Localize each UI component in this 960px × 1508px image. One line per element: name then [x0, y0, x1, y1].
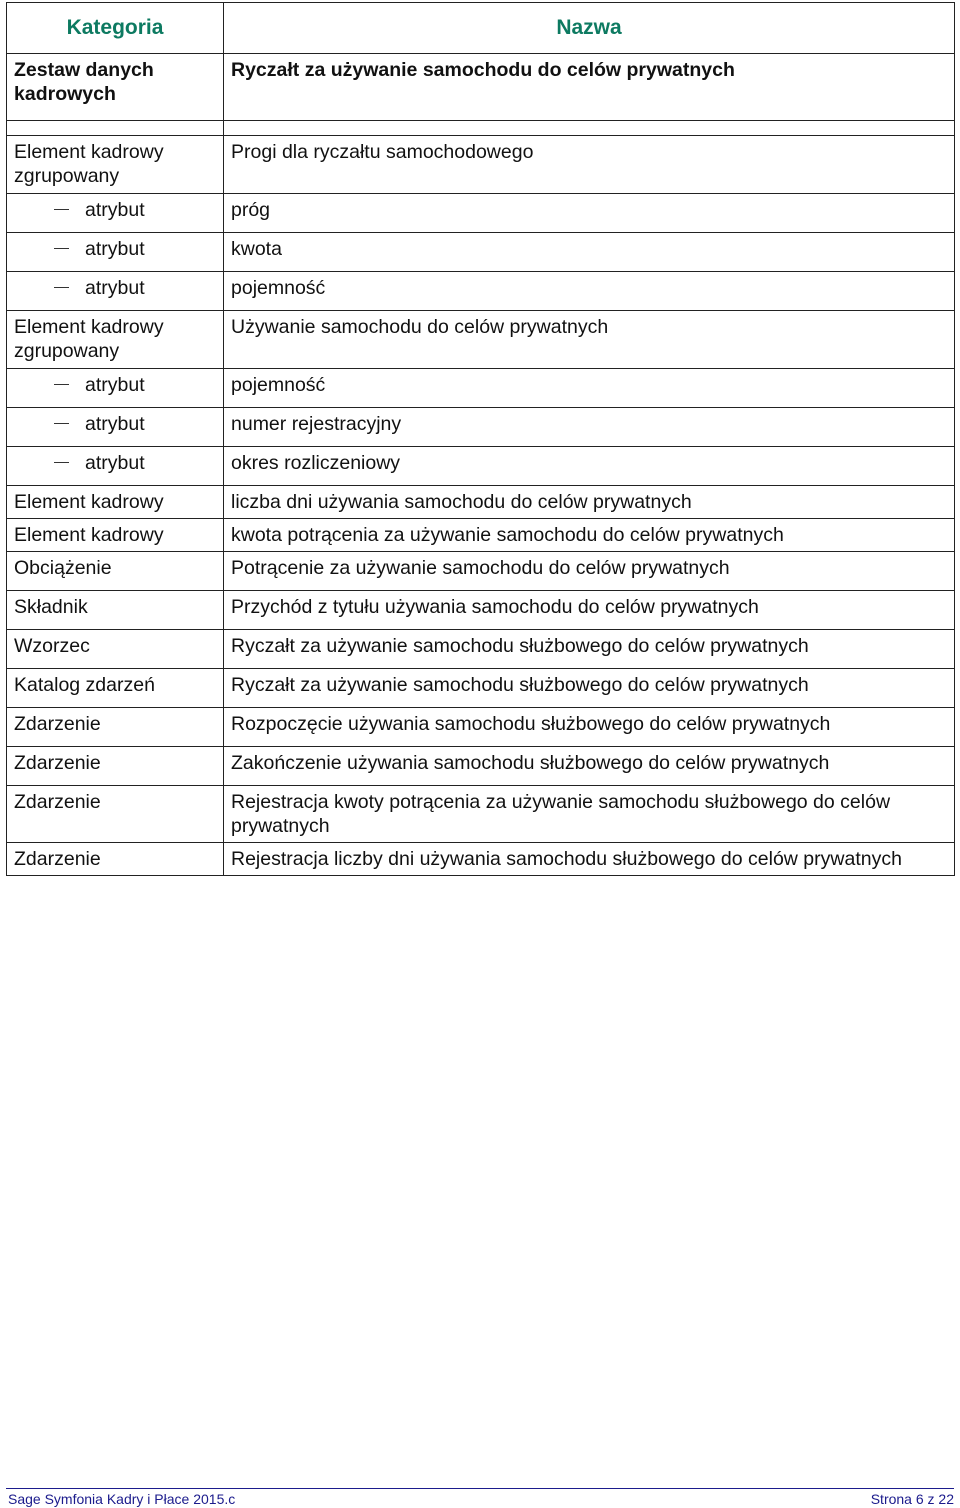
name-cell: Potrącenie za używanie samochodu do celów prywatnych [224, 552, 955, 591]
table-row [7, 519, 955, 552]
category-cell: Element kadrowy zgrupowany [7, 311, 224, 369]
table-row [7, 786, 955, 843]
spacer-row [7, 121, 955, 136]
dash-icon [54, 209, 69, 210]
name-cell: Progi dla ryczałtu samochodowego [224, 136, 955, 194]
footer-page-number: Strona 6 z 22 [870, 1491, 954, 1507]
table-row [7, 447, 955, 486]
table-row [7, 747, 955, 786]
category-cell: Katalog zdarzeń [7, 669, 224, 708]
category-cell: atrybut [7, 272, 224, 311]
table-row [7, 54, 955, 121]
category-cell: Zestaw danych kadrowych [7, 54, 224, 121]
category-cell: atrybut [7, 369, 224, 408]
name-cell: pojemność [224, 369, 955, 408]
table-row [7, 369, 955, 408]
table-header-row [7, 3, 955, 54]
name-column-header: Nazwa [224, 3, 955, 54]
footer-product-label: Sage Symfonia Kadry i Płace 2015.c [8, 1491, 236, 1507]
category-cell: Element kadrowy [7, 519, 224, 552]
table-row [7, 630, 955, 669]
category-cell: Zdarzenie [7, 843, 224, 876]
category-cell: Element kadrowy zgrupowany [7, 136, 224, 194]
table-row [7, 233, 955, 272]
name-cell: liczba dni używania samochodu do celów prywatnych [224, 486, 955, 519]
table-row [7, 311, 955, 369]
category-cell: Zdarzenie [7, 708, 224, 747]
dash-icon [54, 248, 69, 249]
table-row [7, 408, 955, 447]
page-footer [6, 1488, 954, 1507]
table-row [7, 843, 955, 876]
name-cell: Rejestracja liczby dni używania samochodu służbowego do celów prywatnych [224, 843, 955, 876]
name-cell: kwota [224, 233, 955, 272]
category-column-header: Kategoria [7, 3, 224, 54]
name-cell: okres rozliczeniowy [224, 447, 955, 486]
table-row [7, 708, 955, 747]
category-cell: Zdarzenie [7, 747, 224, 786]
dash-icon [54, 462, 69, 463]
table-row [7, 552, 955, 591]
table-row [7, 591, 955, 630]
table-row [7, 136, 955, 194]
name-cell: Używanie samochodu do celów prywatnych [224, 311, 955, 369]
dash-icon [54, 384, 69, 385]
category-cell: atrybut [7, 194, 224, 233]
name-cell: Rozpoczęcie używania samochodu służbowego do celów prywatnych [224, 708, 955, 747]
category-cell: atrybut [7, 233, 224, 272]
name-cell: Ryczałt za używanie samochodu służbowego do celów prywatnych [224, 630, 955, 669]
dash-icon [54, 287, 69, 288]
name-cell: pojemność [224, 272, 955, 311]
category-table [6, 2, 955, 876]
name-cell: kwota potrącenia za używanie samochodu do celów prywatnych [224, 519, 955, 552]
table-row [7, 272, 955, 311]
dash-icon [54, 423, 69, 424]
category-cell: Element kadrowy [7, 486, 224, 519]
table-row [7, 486, 955, 519]
category-cell: Składnik [7, 591, 224, 630]
table-row [7, 194, 955, 233]
name-cell: Rejestracja kwoty potrącenia za używanie samochodu służbowego do celów prywatnych [224, 786, 955, 843]
table-row [7, 669, 955, 708]
name-cell: Ryczałt za używanie samochodu służbowego do celów prywatnych [224, 669, 955, 708]
category-cell: atrybut [7, 447, 224, 486]
name-cell: Ryczałt za używanie samochodu do celów prywatnych [224, 54, 955, 121]
category-cell: atrybut [7, 408, 224, 447]
category-cell: Zdarzenie [7, 786, 224, 843]
name-cell: Zakończenie używania samochodu służbowego do celów prywatnych [224, 747, 955, 786]
name-cell: Przychód z tytułu używania samochodu do celów prywatnych [224, 591, 955, 630]
name-cell: próg [224, 194, 955, 233]
category-cell: Wzorzec [7, 630, 224, 669]
name-cell: numer rejestracyjny [224, 408, 955, 447]
category-cell: Obciążenie [7, 552, 224, 591]
